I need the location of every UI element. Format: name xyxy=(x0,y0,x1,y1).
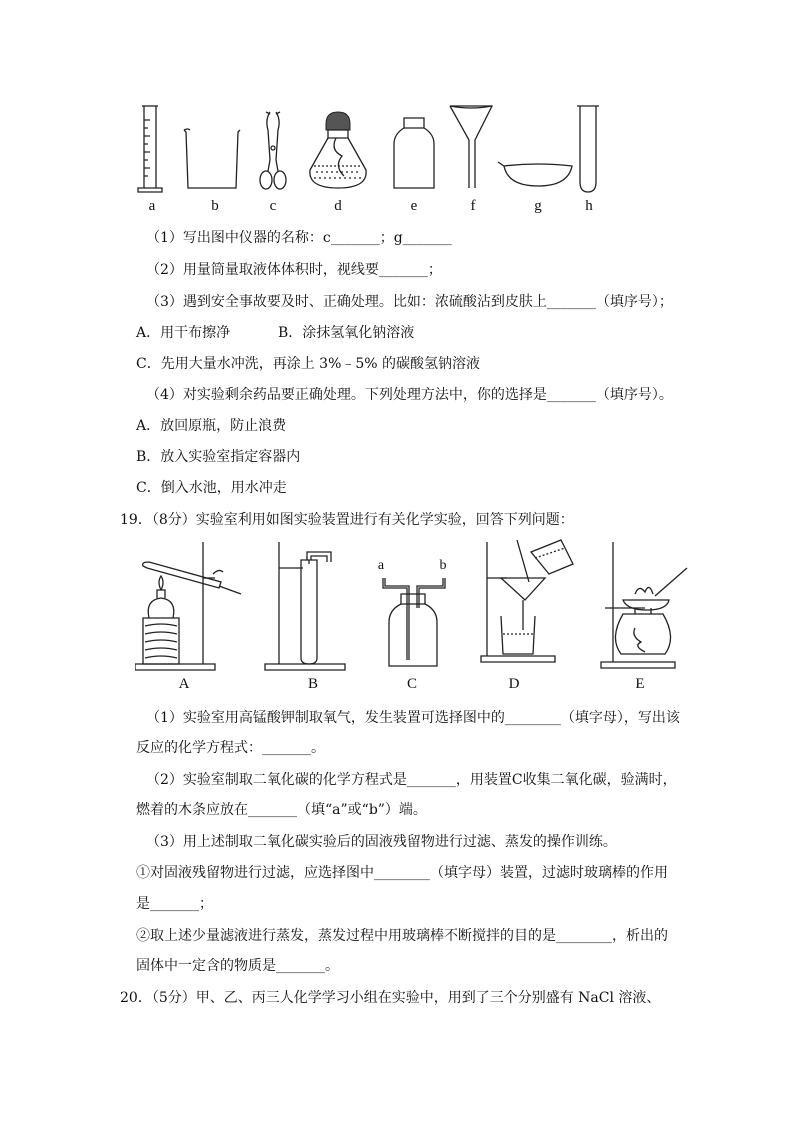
q19-part1-line1: （1）实验室用高锰酸钾制取氧气，发生装置可选择图中的________（填字母），写出该 xyxy=(146,710,680,726)
q20-header: 20．（5分）甲、乙、丙三人化学学习小组在实验中，用到了三个分别盛有 NaCl 溶液、 xyxy=(120,990,661,1006)
apparatus-label-b: B xyxy=(307,676,318,692)
instrument-label-h: h xyxy=(585,198,593,214)
q19-part3-sub1-line1: ①对固液残留物进行过滤，应选择图中________（填字母）装置，过滤时玻璃棒的作用 xyxy=(136,865,668,881)
beaker-icon xyxy=(184,129,240,188)
test-tube-icon xyxy=(577,106,599,192)
bottle-tube-label-a: a xyxy=(377,558,385,573)
q19-part3-sub2-line2: 固体中一定含的物质是_______。 xyxy=(136,958,339,974)
wide-mouth-bottle-icon xyxy=(394,118,434,188)
funnel-icon xyxy=(450,106,492,188)
instrument-label-e: e xyxy=(410,198,418,214)
instrument-label-c: c xyxy=(269,198,277,214)
instrument-label-g: g xyxy=(534,198,542,214)
q19-part2-line2: 燃着的木条应放在_______（填“a”或“b”）端。 xyxy=(136,802,427,818)
q18-part4-option-a: A．放回原瓶，防止浪费 xyxy=(136,418,287,434)
q18-part3-option-c: C．先用大量水冲洗，再涂上 3%﹣5% 的碳酸氢钠溶液 xyxy=(136,356,481,372)
apparatus-c-icon xyxy=(383,578,445,666)
q19-part2-line1: （2）实验室制取二氧化碳的化学方程式是_______，用装置C收集二氧化碳，验满时， xyxy=(146,772,677,788)
apparatus-label-d: D xyxy=(508,676,520,692)
q18-part1: （1）写出图中仪器的名称：c_______；g_______ xyxy=(146,230,452,246)
q19-header: 19．（8分）实验室利用如图实验装置进行有关化学实验，回答下列问题： xyxy=(120,512,574,528)
graduated-cylinder-icon xyxy=(138,106,162,192)
q18-part3: （3）遇到安全事故要及时、正确处理。比如：浓硫酸沾到皮肤上_______（填序号）； xyxy=(146,294,673,310)
instrument-label-a: a xyxy=(148,198,156,214)
apparatus-label-a: A xyxy=(178,676,190,692)
apparatus-a-icon xyxy=(135,542,241,670)
q18-part3-option-a: A．用干布擦净 xyxy=(136,325,231,341)
bottle-tube-label-b: b xyxy=(439,558,447,573)
q19-part3-sub2-line1: ②取上述少量滤液进行蒸发，蒸发过程中用玻璃棒不断搅拌的目的是________，析出的 xyxy=(136,928,668,944)
apparatus-figure xyxy=(135,538,695,698)
apparatus-b-icon xyxy=(265,542,345,670)
apparatus-e-icon xyxy=(601,542,687,668)
apparatus-d-icon xyxy=(481,540,573,662)
q19-part3: （3）用上述制取二氧化碳实验后的固液残留物进行过滤、蒸发的操作训练。 xyxy=(146,834,617,850)
evaporating-dish-icon xyxy=(498,162,572,186)
instrument-label-f: f xyxy=(470,198,476,214)
q18-part4: （4）对实验剩余药品要正确处理。下列处理方法中，你的选择是_______（填序号）。 xyxy=(146,387,673,403)
alcohol-lamp-icon xyxy=(310,112,366,188)
q18-part4-option-c: C．倒入水池，用水冲走 xyxy=(136,480,287,496)
instruments-figure xyxy=(130,100,620,220)
q18-part3-option-b: B．涂抹氢氧化钠溶液 xyxy=(278,325,415,341)
crucible-tongs-icon xyxy=(260,112,286,189)
q19-part1-line2: 反应的化学方程式：_______。 xyxy=(136,740,325,756)
q18-part4-option-b: B．放入实验室指定容器内 xyxy=(136,449,301,465)
q18-part2: （2）用量筒量取液体体积时，视线要_______； xyxy=(146,262,442,278)
apparatus-label-c: C xyxy=(406,676,417,692)
apparatus-label-e: E xyxy=(635,676,645,692)
instrument-label-b: b xyxy=(211,198,219,214)
instrument-label-d: d xyxy=(334,198,342,214)
q19-part3-sub1-line2: 是_______； xyxy=(136,896,213,912)
